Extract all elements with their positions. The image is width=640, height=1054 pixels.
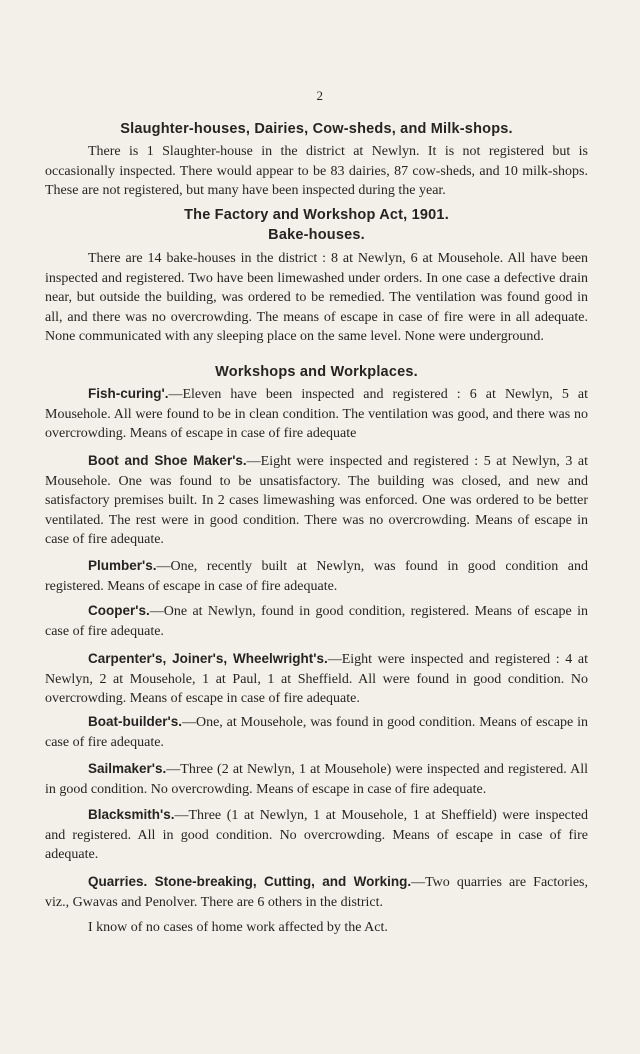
workshop-item (45, 649, 588, 709)
workshop-item (45, 805, 588, 865)
item-text: —Eight were inspected and registered : 4 at Newlyn, 2 at Mousehole, 1 at Paul, 1 at Sheffield. All were found in good condition. No overcrowding. Means of escape in case of fire adequate. (45, 652, 588, 706)
workshop-item (45, 872, 588, 912)
item-text: —Three (1 at Newlyn, 1 at Mousehole, 1 at Sheffield) were inspected and registered. All in good condition. No overcrowding. Means of escape in case of fire adequate. (45, 808, 588, 862)
section-factory-act (45, 205, 588, 347)
closing-text: I know of no cases of home work affected by the Act. (88, 920, 388, 935)
workshop-item (45, 384, 588, 444)
item-lead: Boot and Shoe Maker's. (88, 453, 247, 468)
section-heading: Workshops and Workplaces. (215, 364, 418, 380)
workshop-item (45, 759, 588, 799)
item-text: —One, recently built at Newlyn, was found in good condition and registered. Means of escape in case of fire adequate. (45, 559, 588, 594)
item-lead: Carpenter's, Joiner's, Wheelwright's. (88, 651, 328, 666)
page-number: 2 (316, 88, 324, 103)
workshop-item (45, 556, 588, 596)
item-lead: Blacksmith's. (88, 807, 175, 822)
workshop-item (45, 712, 588, 752)
section-subheading: Bake-houses. (268, 227, 365, 243)
item-lead: Cooper's. (88, 603, 150, 618)
section-heading: Slaughter-houses, Dairies, Cow-sheds, and Milk-shops. (120, 121, 513, 137)
item-lead: Sailmaker's. (88, 761, 167, 776)
section-slaughter-houses (45, 119, 588, 201)
item-lead: Fish-curing'. (88, 386, 169, 401)
item-lead: Boat-builder's. (88, 714, 182, 729)
workshop-item (45, 451, 588, 550)
section-paragraph: There are 14 bake-houses in the district : 8 at Newlyn, 6 at Mousehole. All have been inspected and registered. Two have been limewashed under orders. In one case a defective drain near, but outside the building, was ordered to be remedied. The ventilation was found good in all, and there was no overcrowding. The means of escape in case of fire were in all adequate. None communicated with any sleeping place on the same level. None were underground. (45, 251, 588, 344)
closing-note (45, 918, 588, 938)
item-text: —Two quarries are Factories, viz., Gwavas and Penolver. There are 6 others in the district. (45, 875, 589, 910)
section-workshops (45, 362, 588, 382)
item-lead: Plumber's. (88, 558, 157, 573)
item-lead: Quarries. Stone-breaking, Cutting, and Working. (88, 874, 412, 889)
item-text: —One at Newlyn, found in good condition, registered. Means of escape in case of fire adequate. (45, 604, 588, 639)
section-heading: The Factory and Workshop Act, 1901. (184, 207, 449, 223)
item-text: —Eleven have been inspected and registered : 6 at Newlyn, 5 at Mousehole. All were found to be in clean condition. The ventilation was good, and there was no overcrowding. Means of escape in case of fire adequate (45, 387, 588, 441)
item-text: —One, at Mousehole, was found in good condition. Means of escape in case of fire adequate. (45, 715, 588, 750)
item-text: —Eight were inspected and registered : 5 at Newlyn, 3 at Mousehole. One was found to be unsatisfactory. The building was closed, and new and satisfactory premises built. In 2 cases limewashing was enforced. One was ordered to be better ventilated. The rest were in good condition. There was no overcrowding. Means of escape in case of fire adequate. (45, 454, 588, 547)
workshop-item (45, 601, 588, 641)
item-text: —Three (2 at Newlyn, 1 at Mousehole) were inspected and registered. All in good condition. No overcrowding. Means of escape in case of fire adequate. (45, 762, 588, 797)
section-paragraph: There is 1 Slaughter-house in the district at Newlyn. It is not registered but is occasionally inspected. There would appear to be 83 dairies, 87 cow-sheds, and 10 milk-shops. These are not registered, but many have been inspected during the year. (45, 144, 588, 198)
